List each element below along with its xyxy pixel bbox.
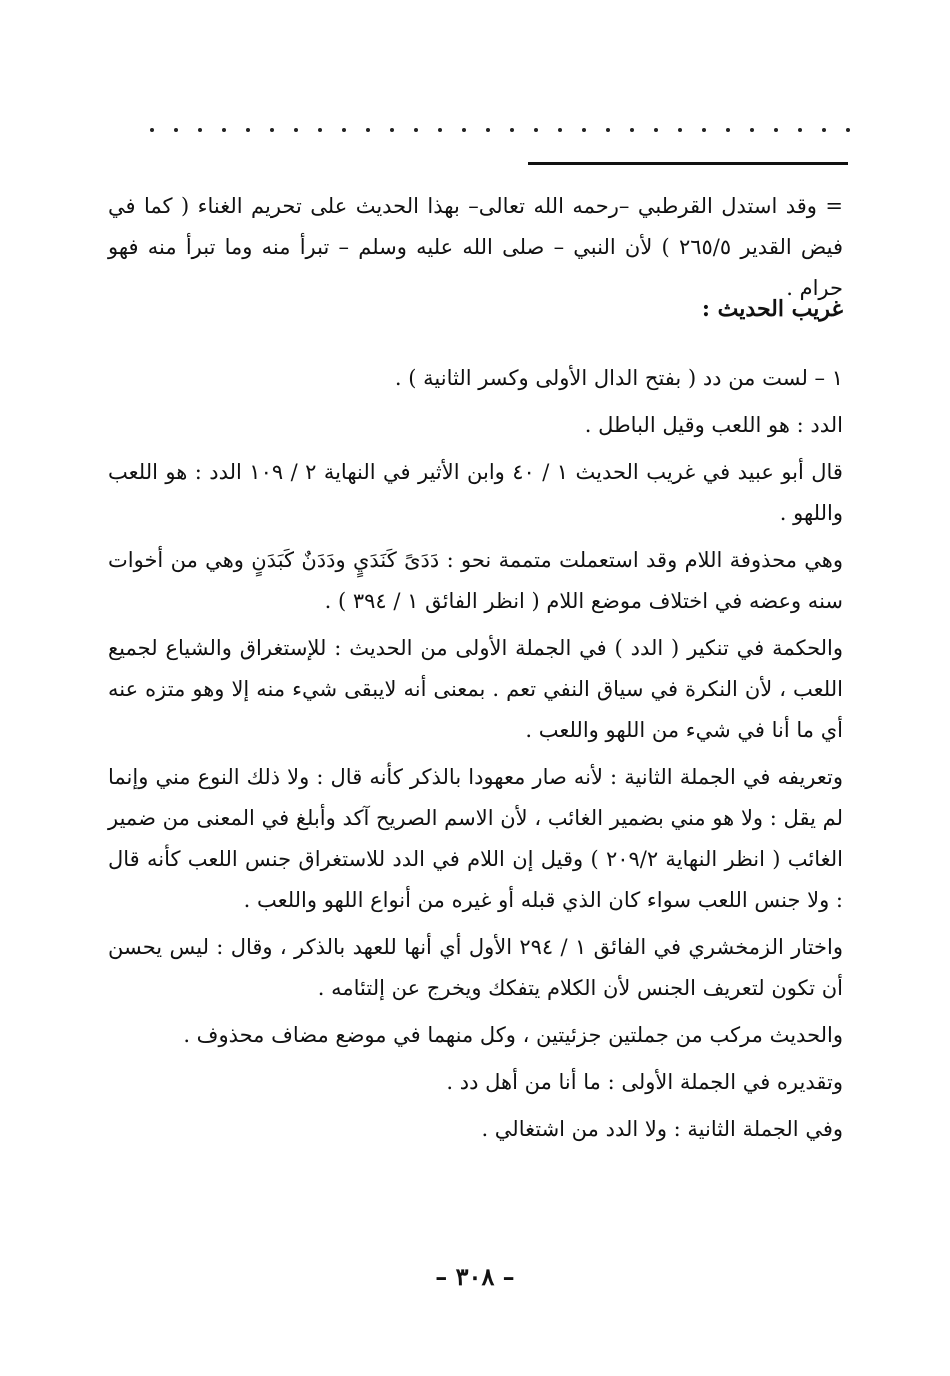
separator-dot	[150, 128, 154, 132]
separator-dot	[678, 128, 682, 132]
paragraph: وتعريفه في الجملة الثانية : لأنه صار معهودا بالذكر كأنه قال : ولا ذلك النوع مني وإنما لم يقل : ولا هو مني بضمير الغائب ، لأن الاسم الصريح آكد وأبلغ في المعنى من ضمير الغائب ( انظر النهاية ٢٠٩/٢ ) وقيل إن اللام في الدد للاستغراق جنس اللعب كأنه قال : ولا جنس اللعب سواء كان الذي قبله أو غيره من أنواع اللهو واللعب .	[108, 765, 843, 912]
separator-dot	[270, 128, 274, 132]
footnote-rule	[528, 162, 848, 165]
separator-dot	[318, 128, 322, 132]
separator-dot	[510, 128, 514, 132]
separator-dot	[438, 128, 442, 132]
separator-dot	[822, 128, 826, 132]
page-number: – ٣٠٨ –	[435, 1262, 515, 1291]
body-text	[108, 358, 843, 1156]
separator-dot	[558, 128, 562, 132]
separator-dot	[606, 128, 610, 132]
separator-dot	[366, 128, 370, 132]
section-heading: غريب الحديث :	[701, 296, 843, 322]
paragraph: والحديث مركب من جملتين جزئيتين ، وكل منهما في موضع مضاف محذوف .	[183, 1023, 843, 1047]
paragraph: قال أبو عبيد في غريب الحديث ١ / ٤٠ وابن الأثير في النهاية ٢ / ١٠٩ الدد : هو اللعب واللهو .	[108, 460, 843, 525]
separator-dot	[246, 128, 250, 132]
dotted-separator	[150, 123, 850, 137]
separator-dot	[294, 128, 298, 132]
separator-dot	[534, 128, 538, 132]
separator-dot	[222, 128, 226, 132]
separator-dot	[702, 128, 706, 132]
paragraph: والحكمة في تنكير ( الدد ) في الجملة الأولى من الحديث : للإستغراق والشياع لجميع اللعب ، لأن النكرة في سياق النفي تعم . بمعنى أنه لايبقى شيء منه إلا وهو متزه عنه أي ما أنا في شيء من اللهو واللعب .	[108, 636, 843, 742]
paragraph: وتقديره في الجملة الأولى : ما أنا من أهل دد .	[446, 1070, 843, 1094]
paragraph: واختار الزمخشري في الفائق ١ / ٢٩٤ الأول أي أنها للعهد بالذكر ، وقال : ليس يحسن أن تكون لتعريف الجنس لأن الكلام يتفكك ويخرج عن إلتئامه .	[108, 935, 843, 1000]
separator-dot	[774, 128, 778, 132]
separator-dot	[174, 128, 178, 132]
paragraph: ١ – لست من دد ( بفتح الدال الأولى وكسر الثانية ) .	[394, 366, 843, 390]
separator-dot	[582, 128, 586, 132]
paragraph: وهي محذوفة اللام وقد استعملت متممة نحو : دَدَىً كَنَدَيٍ ودَدَنٌ كَبَدَنٍ وهي من أخوات سنه وعضه في اختلاف موضع اللام ( انظر الفائق ١ / ٣٩٤ ) .	[108, 548, 843, 613]
separator-dot	[462, 128, 466, 132]
separator-dot	[630, 128, 634, 132]
footnote-text: = وقد استدل القرطبي –رحمه الله تعالى– بهذا الحديث على تحريم الغناء ( كما في فيض القدير ٢٦٥/٥ ) لأن النبي – صلى الله عليه وسلم – تبرأ منه وما تبرأ منه فهو حرام .	[108, 194, 843, 300]
separator-dot	[414, 128, 418, 132]
separator-dot	[198, 128, 202, 132]
separator-dot	[654, 128, 658, 132]
separator-dot	[846, 128, 850, 132]
separator-dot	[390, 128, 394, 132]
separator-dot	[798, 128, 802, 132]
paragraph: وفي الجملة الثانية : ولا الدد من اشتغالي .	[481, 1117, 843, 1141]
separator-dot	[342, 128, 346, 132]
separator-dot	[486, 128, 490, 132]
separator-dot	[750, 128, 754, 132]
separator-dot	[726, 128, 730, 132]
paragraph: الدد : هو اللعب وقيل الباطل .	[584, 413, 843, 437]
